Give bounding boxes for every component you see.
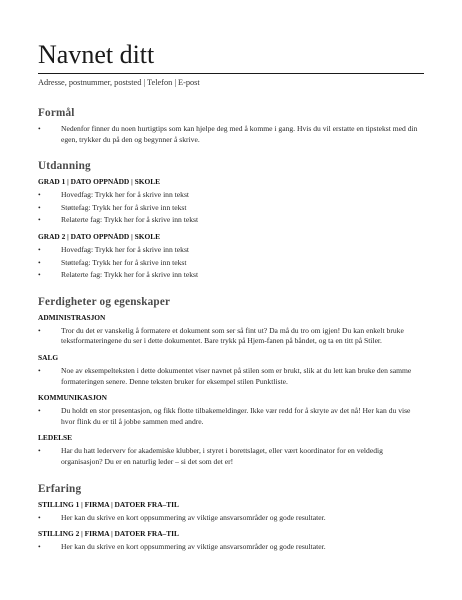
skills-heading[interactable]: Ferdigheter og egenskaper — [38, 295, 171, 308]
list-item[interactable] — [38, 245, 424, 256]
education-entry-list — [38, 190, 424, 226]
skills-entry — [38, 433, 424, 467]
skills-entry-list — [38, 406, 424, 427]
contact-line[interactable]: Adresse, postnummer, poststed | Telefon | E-post — [38, 78, 200, 87]
bullet-icon: • — [38, 512, 41, 522]
skills-entry — [38, 313, 424, 347]
experience-heading[interactable]: Erfaring — [38, 482, 82, 495]
experience-entry-list — [38, 513, 424, 524]
experience-entry-list — [38, 542, 424, 553]
list-item-text: Relaterte fag: Trykk her for å skrive inn tekst — [61, 270, 199, 280]
skills-entry-list — [38, 446, 424, 467]
objective-heading[interactable]: Formål — [38, 107, 75, 119]
list-item[interactable] — [38, 270, 424, 281]
list-item-text: Hovedfag: Trykk her for å skrive inn tekst — [61, 244, 190, 254]
education-section — [38, 160, 424, 281]
list-item-text: Du holdt en stor presentasjon, og fikk flotte tilbakemeldinger. Ikke vær redd for å skryte av det nå! Her kan du vise hvor flink du er til å jobbe sammen med andre. — [61, 406, 411, 426]
list-item-text: Støttefag: Trykk her for å skrive inn tekst — [61, 202, 187, 212]
education-entry — [38, 232, 424, 281]
skills-entry-title[interactable]: SALG — [38, 352, 59, 362]
skills-entry — [38, 353, 424, 387]
list-item[interactable] — [38, 124, 424, 145]
skills-entry-list — [38, 326, 424, 347]
list-item[interactable] — [38, 215, 424, 226]
bullet-icon: • — [38, 406, 41, 416]
skills-entry-title[interactable]: KOMMUNIKASJON — [38, 393, 107, 403]
skills-entry — [38, 393, 424, 427]
bullet-icon: • — [38, 542, 41, 552]
bullet-icon: • — [38, 365, 41, 375]
experience-entry-title[interactable]: STILLING 1 | FIRMA | DATOER FRA–TIL — [38, 499, 179, 509]
bullet-icon: • — [38, 190, 41, 200]
experience-entry — [38, 500, 424, 524]
objective-list — [38, 124, 424, 145]
education-entry-list — [38, 245, 424, 281]
skills-entry-title[interactable]: LEDELSE — [38, 433, 73, 443]
education-entry — [38, 177, 424, 226]
bullet-icon: • — [38, 244, 41, 254]
list-item-text: Hovedfag: Trykk her for å skrive inn tekst — [61, 190, 190, 200]
list-item[interactable] — [38, 326, 424, 347]
experience-entry-title[interactable]: STILLING 2 | FIRMA | DATOER FRA–TIL — [38, 529, 179, 539]
skills-section — [38, 296, 424, 468]
experience-entry — [38, 529, 424, 553]
list-item-text: Nedenfor finner du noen hurtigtips som kan hjelpe deg med å komme i gang. Hvis du vil erstatte en tipstekst med din egen, trykker du på den og begynner å skrive. — [61, 124, 418, 144]
list-item[interactable] — [38, 258, 424, 269]
bullet-icon: • — [38, 124, 41, 133]
skills-entry-title[interactable]: ADMINISTRASJON — [38, 312, 106, 322]
bullet-icon: • — [38, 257, 41, 267]
skills-entry-list — [38, 366, 424, 387]
bullet-icon: • — [38, 325, 41, 335]
bullet-icon: • — [38, 270, 41, 280]
title-divider — [38, 73, 424, 74]
list-item[interactable] — [38, 366, 424, 387]
list-item[interactable] — [38, 190, 424, 201]
list-item-text: Her kan du skrive en kort oppsummering av viktige ansvarsområder og gode resultater. — [61, 542, 326, 552]
bullet-icon: • — [38, 215, 41, 225]
bullet-icon: • — [38, 446, 41, 456]
list-item[interactable] — [38, 542, 424, 553]
list-item[interactable] — [38, 406, 424, 427]
list-item-text: Har du hatt lederverv for akademiske klubber, i styret i borettslaget, eller vært koordinator for en veldedig organisasjon? Du er en naturlig leder – si det som det er! — [61, 446, 383, 466]
list-item-text: Støttefag: Trykk her for å skrive inn tekst — [61, 257, 187, 267]
education-heading[interactable]: Utdanning — [38, 160, 91, 173]
experience-section — [38, 483, 424, 553]
education-entry-title[interactable]: GRAD 1 | DATO OPPNÅDD | SKOLE — [38, 177, 161, 187]
list-item[interactable] — [38, 203, 424, 214]
list-item[interactable] — [38, 446, 424, 467]
list-item-text: Noe av eksempelteksten i dette dokumentet viser navnet på stilen som er brukt, slik at du lett kan bruke den samme formateringen senere. Denne teksten bruker for eksempel stilen Punktliste. — [61, 365, 412, 386]
resume-name[interactable]: Navnet ditt — [38, 40, 155, 69]
bullet-icon: • — [38, 202, 41, 212]
list-item[interactable] — [38, 513, 424, 524]
list-item-text: Relaterte fag: Trykk her for å skrive inn tekst — [61, 215, 199, 225]
list-item-text: Her kan du skrive en kort oppsummering av viktige ansvarsområder og gode resultater. — [61, 512, 326, 522]
list-item-text: Tror du det er vanskelig å formatere et dokument som ser så fint ut? Da må du tro om igjen! Du kan enkelt bruke tekstformateringene du ser i dette dokumentet. Bare trykk på Hjem-fanen på båndet, og ta en titt på Stiler. — [61, 325, 404, 346]
education-entry-title[interactable]: GRAD 2 | DATO OPPNÅDD | SKOLE — [38, 231, 161, 241]
objective-section — [38, 107, 424, 145]
